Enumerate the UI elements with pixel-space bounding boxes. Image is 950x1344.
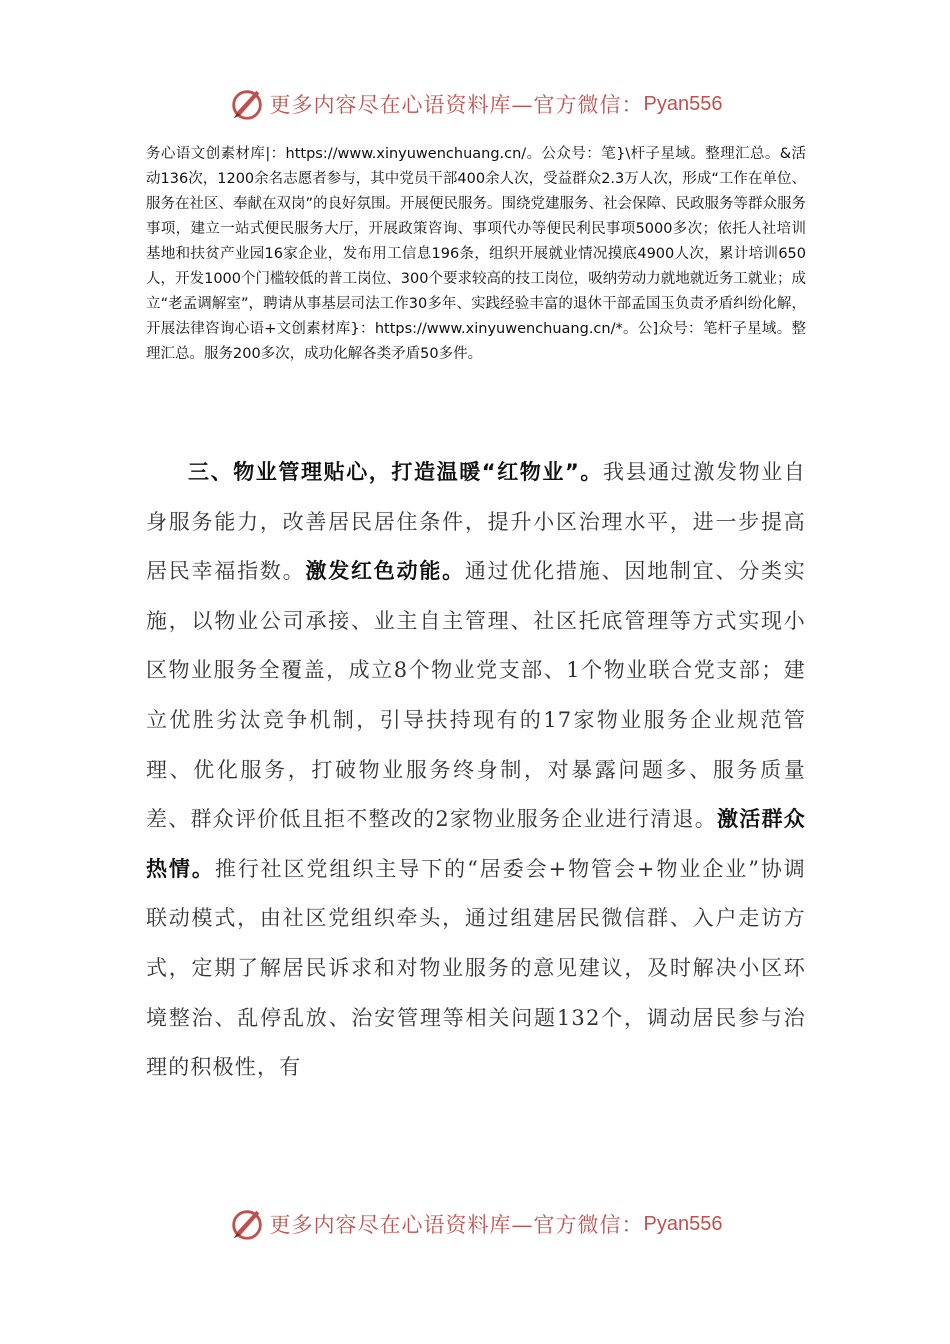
paragraph-text-2: 推行社区党组织主导下的“居委会+物管会+物业企业”协调联动模式，由社区党组织牵头，通过组建居民微信群、入户走访方式，定期了解居民诉求和对物业服务的意见建议，及时解决小区环境整治、乱停乱放、治安管理等相关问题132个，调动居民参与治理的积极性，有 [146, 856, 806, 1080]
watermark-wechat-id: Pyan556 [643, 1212, 723, 1235]
watermark-wechat-id: Pyan556 [643, 92, 723, 115]
paragraph-text-1: 通过优化措施、因地制宜、分类实施，以物业公司承接、业主自主管理、社区托底管理等方式实现小区物业服务全覆盖，成立8个物业党支部、1个物业联合党支部；建立优胜劣汰竞争机制，引导扶持现有的17家物业服务企业规范管理、优化服务，打破物业服务终身制，对暴露问题多、服务质量差、群众评价低且拒不整改的2家物业服务企业进行清退。 [146, 559, 806, 832]
footer-watermark [0, 1204, 950, 1244]
watermark-text: 更多内容尽在心语资料库—官方微信： [269, 1213, 644, 1237]
main-text-block [146, 448, 806, 1093]
watermark-text: 更多内容尽在心语资料库—官方微信： [269, 93, 644, 117]
subheading-red-momentum: 激发红色动能。 [305, 559, 465, 584]
small-paragraph: 务心语文创素材库|：https://www.xinyuwenchuang.cn/。公众号：笔}\杆子星域。整理汇总。&活动136次，1200余名志愿者参与，其中党员干部400余人次，受益群众2.3万人次，形成“工作在单位、服务在社区、奉献在双岗”的良好氛围。开展便民服务。围绕党建服务、社会保障、民政服务等群众服务事项，建立一站式便民服务大厅，开展政策咨询、事项代办等便民利民事项5000多次；依托人社培训基地和扶贫产业园16家企业，发布用工信息196条，组织开展就业情况摸底4900人次，累计培训650人，开发1000个门槛较低的普工岗位、300个要求较高的技工岗位，吸纳劳动力就地就近务工就业；成立“老孟调解室”，聘请从事基层司法工作30多年、实践经验丰富的退休干部孟国玉负责矛盾纠纷化解，开展法律咨询心语+文创素材库}：https://www.xinyuwenchuang.cn/*。公]众号：笔杆子星域。整理汇总。服务200多次，成功化解各类矛盾50多件。 [146, 146, 807, 362]
section-heading: 三、物业管理贴心，打造温暖“红物业”。 [188, 460, 603, 484]
small-text-block [146, 142, 806, 367]
main-paragraph [146, 448, 806, 1093]
quill-logo-icon [228, 85, 266, 123]
quill-logo-icon [228, 1205, 266, 1243]
subheading-mass-enthusiasm: 激活群众热情。 [146, 807, 806, 881]
section-intro: 我县通过激发物业自身服务能力，改善居民居住条件，提升小区治理水平，进一步提高居民幸福指数。 [146, 460, 806, 584]
header-watermark [0, 84, 950, 124]
